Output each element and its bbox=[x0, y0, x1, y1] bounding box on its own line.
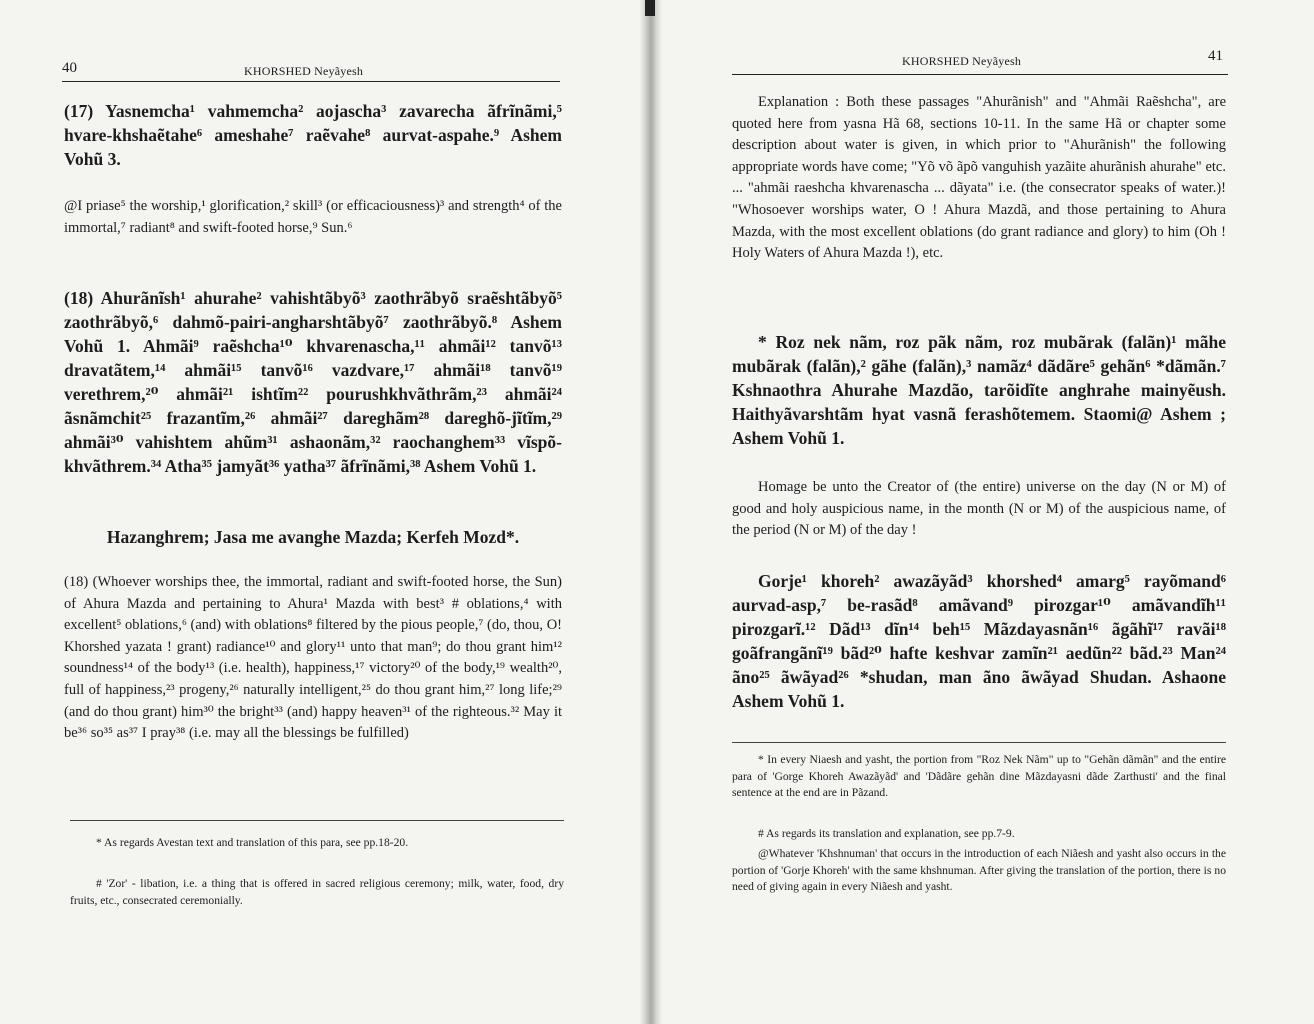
para-17-translation: @I priase⁵ the worship,¹ glorification,² skill³ (or efficaciousness)³ and strength⁴ of the immortal,⁷ radiant⁸ and swift-footed horse,⁹ Sun.⁶ bbox=[64, 198, 562, 236]
footnote-hash: # 'Zor' - libation, i.e. a thing that is offered in sacred religious ceremony; milk, water, food, dry fruits, etc., consecrated ceremonially. bbox=[70, 877, 564, 907]
footnote-star: * As regards Avestan text and translation of this para, see pp.18-20. bbox=[96, 836, 409, 849]
running-head: KHORSHED Neyãyesh bbox=[244, 64, 364, 78]
hazanghrem-line: Hazanghrem; Jasa me avanghe Mazda; Kerfeh Mozd*. bbox=[106, 527, 520, 547]
right-page bbox=[662, 0, 1314, 1024]
homage-translation: Homage be unto the Creator of (the entire) universe on the day (N or M) of good and holy auspicious name, in the month (N or M) of the auspicious name, of the period (N or M) of the day ! bbox=[732, 479, 1226, 539]
footnote-rule bbox=[732, 742, 1226, 743]
footnote-at: @Whatever 'Khshnuman' that occurs in the introduction of each Niãesh and yasht also occurs in the portion of 'Gorje Khoreh' with the same khshnuman. After giving the translation of the portion, there is no need of giving again in every Niãesh and yasht. bbox=[732, 847, 1226, 893]
para-18-avestan: (18) Ahurãnĩsh¹ ahurahe² vahishtãbyõ³ zaothrãbyõ sraẽshtãbyõ⁵ zaothrãbyõ,⁶ dahmõ-pairi-angharshtãbyõ⁷ zaothrãbyõ.⁸ Ashem Vohũ 1. Ahmãi⁹ raẽshcha¹⁰ khvarenascha,¹¹ ahmãi¹² tanvõ¹³ dravatãtem,¹⁴ ahmãi¹⁵ tanvõ¹⁶ vazdvare,¹⁷ ahmãi¹⁸ tanvõ¹⁹ verethrem,²⁰ ahmãi²¹ ishtĩm²² pourushkhvãthrãm,²³ ahmãi²⁴ ãsnãmchit²⁵ frazantĩm,²⁶ ahmãi²⁷ dareghãm²⁸ dareghõ-jĩtĩm,²⁹ ahmãi³⁰ vahishtem ahũm³¹ ashaonãm,³² raochanghem³³ vĩspõ-khvãthrem.³⁴ Atha³⁵ jamyãt³⁶ yatha³⁷ ãfrĩnãmi,³⁸ Ashem Vohũ 1. bbox=[64, 288, 562, 476]
running-head: KHORSHED Neyãyesh bbox=[902, 54, 1022, 68]
footnote-hash: # As regards its translation and explanation, see pp.7-9. bbox=[758, 827, 1015, 840]
roz-avestan: * Roz nek nãm, roz pãk nãm, roz mubãrak (falãn)¹ mãhe mubãrak (falãn),² gãhe (falãn),³ namãz⁴ dãdãre⁵ gehãn⁶ *dãmãn.⁷ Kshnaothra Ahurahe Mazdão, tarõidĩte anghrahe mainyẽush. Haithyãvarshtãm hyat vasnã ferashõtemem. Staomi@ Ashem ; Ashem Vohũ 1. bbox=[732, 332, 1226, 448]
page-number: 40 bbox=[62, 60, 77, 76]
para-18-translation: (18) (Whoever worships thee, the immortal, radiant and swift-footed horse, the Sun) of Ahura Mazda and pertaining to Ahura¹ Mazda with best³ # oblations,⁴ with excellent⁵ oblations,⁶ (and) with oblations⁸ filtered by the pious people,⁷ (do, thou, O! Khorshed yazata ! grant) radiance¹⁰ and glory¹¹ unto that man⁹; do thou grant him¹² soundness¹⁴ of the body¹³ (i.e. health), happiness,¹⁷ victory²⁰ of the body,¹⁹ wealth²⁰, full of happiness,²³ progeny,²⁶ naturally intelligent,²⁵ do thou grant him,²⁷ long life;²⁹ (and do thou grant) him³⁰ the bright³³ (and) happy heaven³¹ of the righteous.³² May it be³⁶ so³⁵ as³⁷ I pray³⁸ (i.e. may all the blessings be fulfilled) bbox=[64, 574, 562, 742]
gorje-avestan: Gorje¹ khoreh² awazãyãd³ khorshed⁴ amarg⁵ rayõmand⁶ aurvad-asp,⁷ be-rasãd⁸ amãvand⁹ pirozgar¹⁰ amãvandĩh¹¹ pirozgarĩ.¹² Dãd¹³ dĩn¹⁴ beh¹⁵ Mãzdayasnãn¹⁶ ãgãhĩ¹⁷ ravãi¹⁸ goãfrangãnĩ¹⁹ bãd²⁰ hafte keshvar zamĩn²¹ aedũn²² bãd.²³ Man²⁴ ãno²⁵ ãwãyad²⁶ *shudan, man ãno ãwãyad Shudan. Ashaone Ashem Vohũ 1. bbox=[732, 571, 1226, 711]
explanation-paragraph: Explanation : Both these passages "Ahurãnish" and "Ahmãi Raẽshcha", are quoted here from yasna Hã 68, sections 10-11. In the same Hã or chapter some description about water is given, in which prior to "Ahurãnish" the following appropriate words have come; "Yõ võ ãpõ vanguhish yazãite ahurãnish ahurahe" etc. ... "ahmãi raeshcha khvarenascha ... dãyata" i.e. (the consecrator speaks of water.)! "Whosoever worships water, O ! Ahura Mazdã, and those pertaining to Ahura Mazda, with the most excellent oblations (do grant radiance and glory) to him (Oh ! Holy Waters of Ahura Mazda !), etc. bbox=[732, 94, 1226, 262]
page-number: 41 bbox=[1208, 48, 1223, 64]
header-rule bbox=[732, 74, 1228, 75]
left-page bbox=[0, 0, 640, 1024]
header-rule bbox=[62, 81, 560, 82]
footnote-star: * In every Niaesh and yasht, the portion from "Roz Nek Nãm" up to "Gehãn dãmãn" and the entire para of 'Gorge Khoreh Awazãyãd' and 'Dãdãre gehãn dine Mãzdayasni dãde Zarthusti' and the final sentence at the end are in Pãzand. bbox=[732, 753, 1226, 799]
gutter-shadow bbox=[645, 0, 655, 16]
book-gutter bbox=[640, 0, 662, 1024]
para-17-avestan: (17) Yasnemcha¹ vahmemcha² aojascha³ zavarecha ãfrĩnãmi,⁵ hvare-khshaẽtahe⁶ ameshahe⁷ raẽvahe⁸ aurvat-aspahe.⁹ Ashem Vohũ 3. bbox=[64, 101, 562, 169]
footnote-rule bbox=[70, 820, 564, 821]
